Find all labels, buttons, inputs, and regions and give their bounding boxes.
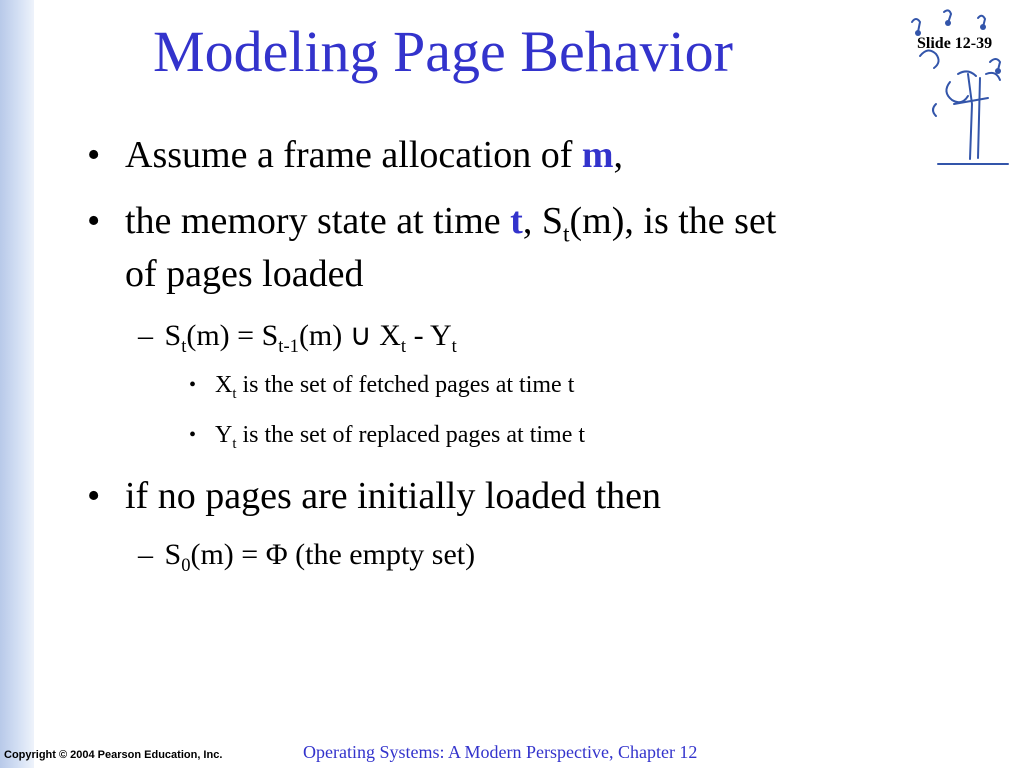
subscript: t-1 bbox=[278, 336, 299, 357]
bullet-text: if no pages are initially loaded then bbox=[125, 475, 662, 517]
formula-part: S bbox=[164, 538, 182, 571]
slide-number: Slide 12-39 bbox=[917, 35, 993, 52]
subscript: t bbox=[451, 336, 457, 357]
variable-t: t bbox=[510, 200, 523, 242]
bullet-memory-state bbox=[87, 199, 777, 248]
dash-marker: – bbox=[138, 538, 153, 571]
text-part: X bbox=[215, 372, 233, 398]
bullet-marker: • bbox=[189, 374, 197, 396]
bullet-text: the memory state at time bbox=[125, 200, 511, 242]
bullet-marker: • bbox=[87, 200, 101, 242]
bullet-memory-state-continued bbox=[125, 252, 363, 296]
text-part: Y bbox=[215, 422, 233, 448]
sub-bullet-empty-set bbox=[138, 538, 476, 576]
bullet-frame-allocation bbox=[87, 133, 624, 177]
book-title-footer: Operating Systems: A Modern Perspective, Chapter 12 bbox=[303, 742, 698, 762]
bullet-marker: • bbox=[87, 475, 101, 517]
slide-title: Modeling Page Behavior bbox=[153, 19, 733, 84]
subscript: t bbox=[181, 336, 187, 357]
bullet-text: Assume a frame allocation of bbox=[125, 134, 582, 176]
bullet-marker: • bbox=[189, 424, 197, 446]
bullet-text-end: (m), is the set bbox=[569, 200, 777, 242]
bullet-no-pages-loaded bbox=[87, 474, 662, 518]
bullet-text-line2: of pages loaded bbox=[125, 253, 364, 295]
subscript: t bbox=[562, 221, 570, 248]
subscript: t bbox=[400, 336, 407, 357]
subscript: t bbox=[232, 385, 237, 402]
text-part: is the set of fetched pages at time t bbox=[236, 372, 575, 398]
sub-sub-bullet-fetched bbox=[189, 372, 575, 402]
bullet-text-end: , bbox=[613, 134, 624, 176]
bullet-marker: • bbox=[87, 134, 101, 176]
subscript: t bbox=[232, 435, 237, 452]
formula-part: S bbox=[164, 319, 182, 352]
formula-part: (m) = Φ (the empty set) bbox=[190, 538, 476, 571]
sub-bullet-state-formula bbox=[138, 318, 457, 357]
formula-part: (m) = S bbox=[186, 319, 279, 352]
bullet-text-mid: , S bbox=[522, 200, 563, 242]
subscript: 0 bbox=[181, 555, 191, 576]
text-part: is the set of replaced pages at time t bbox=[236, 422, 586, 448]
variable-m: m bbox=[581, 134, 614, 176]
formula-part: - Y bbox=[406, 319, 452, 352]
copyright-notice: Copyright © 2004 Pearson Education, Inc. bbox=[4, 749, 223, 761]
sub-sub-bullet-replaced bbox=[189, 422, 586, 452]
dash-marker: – bbox=[138, 319, 153, 352]
formula-part: (m) ∪ X bbox=[298, 319, 401, 352]
